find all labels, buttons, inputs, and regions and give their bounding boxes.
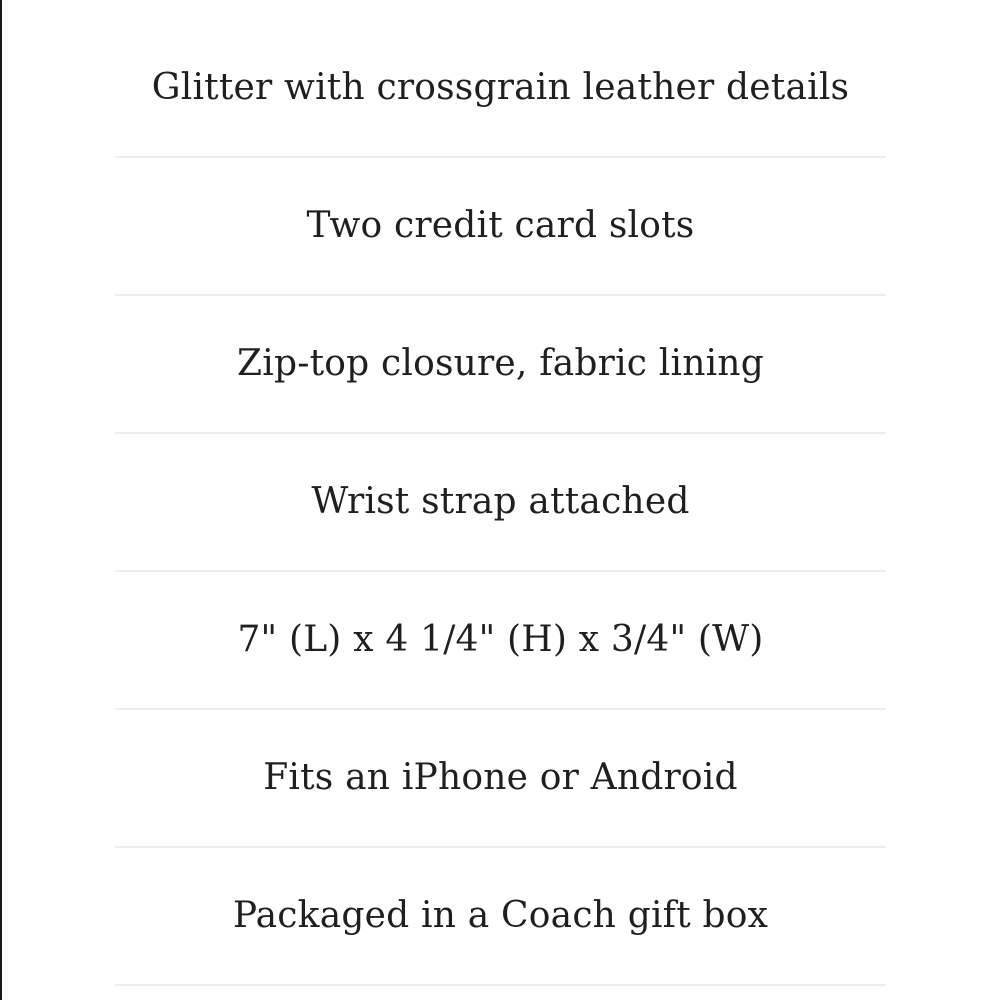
feature-item [115, 22, 886, 158]
feature-item [115, 710, 886, 848]
feature-text: 7" (L) x 4 1/4" (H) x 3/4" (W) [237, 619, 764, 660]
feature-text: Wrist strap attached [311, 481, 690, 522]
feature-text: Two credit card slots [306, 205, 695, 246]
feature-item [115, 572, 886, 710]
feature-item [115, 158, 886, 296]
feature-text: Zip-top closure, fabric lining [237, 343, 764, 384]
feature-item [115, 848, 886, 986]
product-features-list [115, 22, 886, 986]
feature-item [115, 296, 886, 434]
left-border [0, 0, 2, 1000]
feature-text: Packaged in a Coach gift box [232, 895, 769, 936]
feature-item [115, 434, 886, 572]
feature-text: Glitter with crossgrain leather details [151, 67, 850, 108]
feature-text: Fits an iPhone or Android [263, 757, 738, 798]
